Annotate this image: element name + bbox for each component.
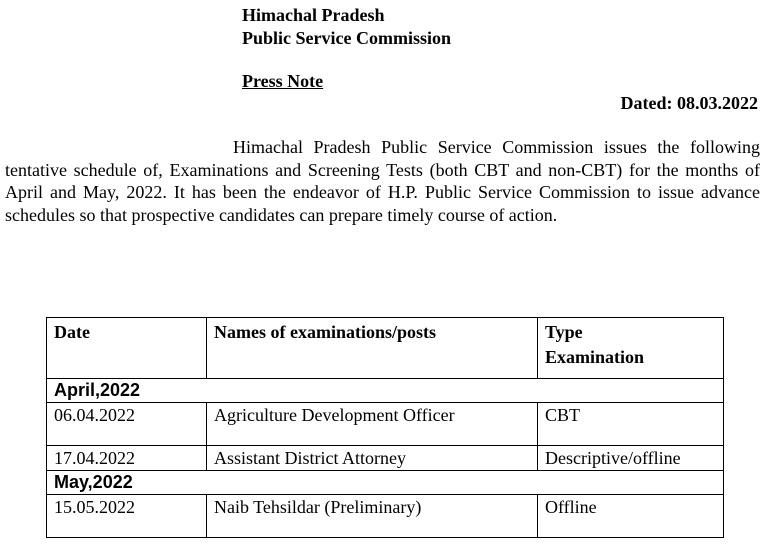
row-date: 15.05.2022 xyxy=(47,495,207,538)
month-label: May,2022 xyxy=(47,471,724,495)
row-date: 06.04.2022 xyxy=(47,403,207,446)
row-type: Offline xyxy=(538,495,724,538)
org-line-1: Himachal Pradesh xyxy=(242,5,385,25)
press-note-title: Press Note xyxy=(242,71,324,91)
date-label: Dated: 08.03.2022 xyxy=(620,93,758,113)
schedule-table xyxy=(46,317,724,538)
header-names: Names of examinations/posts xyxy=(207,318,538,379)
table-row xyxy=(47,495,724,538)
org-line-2: Public Service Commission xyxy=(242,28,451,48)
month-label: April,2022 xyxy=(47,379,724,403)
row-name: Naib Tehsildar (Preliminary) xyxy=(207,495,538,538)
header-date: Date xyxy=(47,318,207,379)
row-name: Agriculture Development Officer xyxy=(207,403,538,446)
intro-paragraph: Himachal Pradesh Public Service Commission issues the following tentative schedule of, Examinations and Screening Tests (both CBT and non-CBT) for the months of April and May, 2022. It has been the endeavor of H.P. Public Service Commission to issue advance schedules so that prospective candidates can prepare timely course of action. xyxy=(5,137,760,225)
table-header-row xyxy=(47,318,724,379)
organization-name xyxy=(242,4,451,50)
month-row xyxy=(47,471,724,495)
table-row xyxy=(47,446,724,471)
row-type: CBT xyxy=(538,403,724,446)
row-type: Descriptive/offline xyxy=(538,446,724,471)
row-date: 17.04.2022 xyxy=(47,446,207,471)
month-row xyxy=(47,379,724,403)
table-row xyxy=(47,403,724,446)
header-type xyxy=(538,318,724,379)
header-type-line1: Type xyxy=(545,322,583,342)
row-name: Assistant District Attorney xyxy=(207,446,538,471)
header-type-line2: Examination xyxy=(545,347,645,367)
